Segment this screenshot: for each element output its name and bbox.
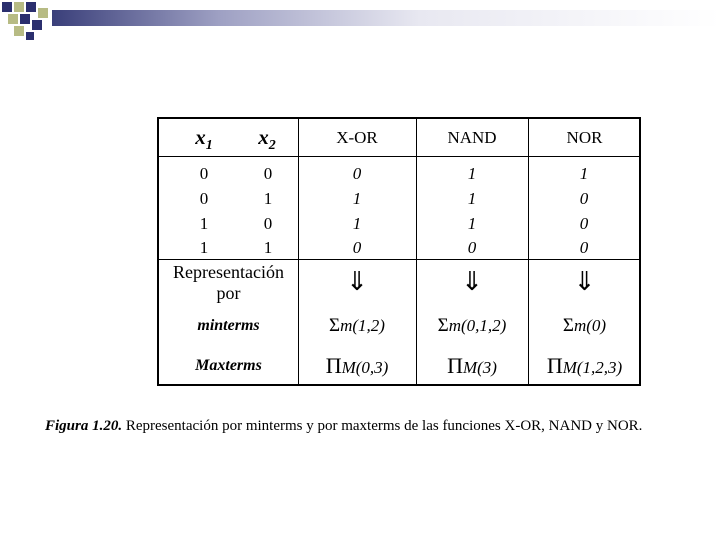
cell-nand-r1: 1: [467, 164, 477, 183]
header-xor: X-OR: [336, 128, 378, 147]
slide-decoration: [0, 0, 720, 40]
cell-xor-r4: 0: [352, 238, 362, 257]
cell-nand-r3: 1: [467, 214, 477, 233]
cell-nor-r4: 0: [579, 238, 589, 257]
pi-symbol: Π: [325, 353, 342, 378]
sigma-symbol: Σ: [329, 315, 341, 336]
cell-xor-r2: 1: [352, 189, 362, 208]
cell-x1-r4: 1: [199, 238, 209, 257]
minterms-label: minterms: [197, 317, 260, 334]
cell-nand-r2: 1: [467, 189, 477, 208]
cell-nand-r4: 0: [467, 238, 477, 257]
cell-nor-r2: 0: [579, 189, 589, 208]
caption-label: Figura 1.20.: [45, 418, 123, 434]
header-nand: NAND: [447, 128, 497, 147]
truth-table: [157, 117, 641, 386]
deco-square: [14, 2, 24, 12]
column-divider: [298, 119, 299, 384]
down-arrow-icon: ⇓: [461, 267, 483, 296]
cell-xor-r3: 1: [352, 214, 362, 233]
cell-x1-r1: 0: [199, 164, 209, 183]
nor-minterms: Σm(0): [562, 315, 607, 336]
cell-x1-r2: 0: [199, 189, 209, 208]
representation-label: Representación por: [173, 262, 284, 303]
down-arrow-icon: ⇓: [573, 267, 596, 296]
row-divider: [159, 156, 639, 157]
sigma-symbol: Σ: [437, 315, 449, 336]
pi-symbol: Π: [546, 353, 563, 378]
cell-x1-r3: 1: [199, 214, 209, 233]
nor-maxterms: ΠM(1,2,3): [546, 353, 623, 378]
nand-maxterms: ΠM(3): [447, 353, 497, 378]
caption-text: Representación por minterms y por maxterms de las funciones X-OR, NAND y NOR.: [122, 418, 643, 434]
deco-square: [32, 20, 42, 30]
deco-square: [20, 14, 30, 24]
pi-symbol: Π: [447, 353, 463, 378]
deco-square: [2, 2, 12, 12]
cell-x2-r4: 1: [263, 238, 273, 257]
header-x1: $x_1$: [195, 125, 213, 154]
sigma-symbol: Σ: [562, 315, 574, 336]
deco-gradient-bar: [52, 10, 720, 26]
cell-x2-r1: 0: [263, 164, 273, 183]
deco-square: [8, 14, 18, 24]
deco-square: [14, 26, 24, 36]
column-divider: [416, 119, 417, 384]
nand-minterms: Σm(0,1,2): [437, 315, 507, 336]
cell-nor-r3: 0: [579, 214, 589, 233]
down-arrow-icon: ⇓: [346, 267, 368, 296]
maxterms-label: Maxterms: [195, 357, 262, 374]
header-x2: $x_2$: [258, 125, 276, 154]
deco-square: [26, 2, 36, 12]
deco-square: [26, 32, 34, 40]
header-nor: NOR: [566, 128, 603, 147]
xor-maxterms: ΠM(0,3): [325, 353, 389, 378]
cell-x2-r2: 1: [263, 189, 273, 208]
deco-square: [38, 8, 48, 18]
row-divider: [159, 259, 639, 260]
cell-nor-r1: 1: [579, 164, 589, 183]
figure-caption: [45, 418, 715, 435]
column-divider: [528, 119, 529, 384]
cell-x2-r3: 0: [263, 214, 273, 233]
xor-minterms: Σm(1,2): [329, 315, 385, 336]
cell-xor-r1: 0: [352, 164, 362, 183]
